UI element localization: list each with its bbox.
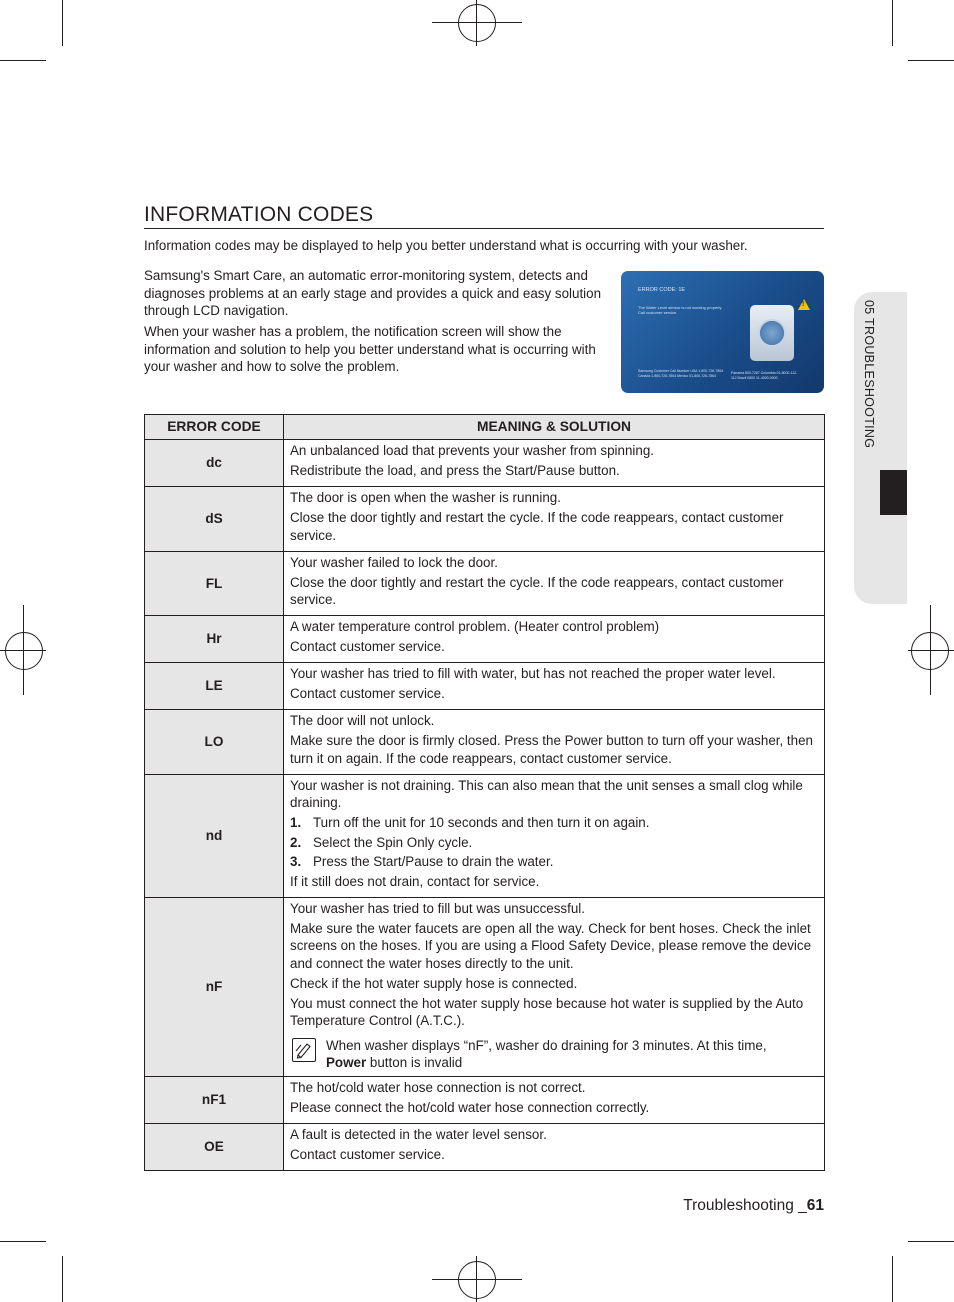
- meaning-line: Your washer has tried to fill with water, but has not reached the proper water level.: [290, 666, 776, 681]
- meaning-line: Your washer is not draining. This can also mean that the unit senses a small clog while draining.: [290, 777, 803, 810]
- steps-list: [290, 814, 816, 871]
- meaning-cell: [284, 551, 825, 616]
- table-row: [145, 710, 825, 775]
- table-row: [145, 616, 825, 663]
- table-row: [145, 774, 825, 897]
- error-code: nd: [145, 774, 284, 897]
- step-number: 3.: [290, 854, 302, 869]
- intro-text: Information codes may be displayed to help you better understand what is occurring with your washer.: [144, 238, 748, 253]
- error-code: LE: [145, 663, 284, 710]
- crop-mark: [908, 1241, 954, 1242]
- meaning-line: Your washer failed to lock the door.: [290, 554, 498, 570]
- meaning-line: An unbalanced load that prevents your washer from spinning.: [290, 443, 654, 458]
- crop-mark: [0, 60, 46, 61]
- registration-mark-line: [476, 0, 477, 46]
- table-row: [145, 1076, 825, 1123]
- step-item: [290, 853, 816, 871]
- solution-line: Please connect the hot/cold water hose connection correctly.: [290, 1099, 650, 1115]
- note-text-end: button is invalid: [366, 1055, 463, 1070]
- note-bold-word: Power: [326, 1055, 367, 1070]
- side-tab-text: 05 TROUBLESHOOTING: [862, 300, 876, 449]
- lcd-screen-image: [621, 271, 824, 393]
- solution-line: Make sure the door is firmly closed. Press the Power button to turn off your washer, then turn it on again. If the code reappears, contact customer service.: [290, 733, 813, 766]
- solution-line: Check if the hot water supply hose is connected.: [290, 975, 578, 991]
- crop-mark: [62, 0, 63, 46]
- meaning-cell: [284, 1076, 825, 1123]
- meaning-line: A fault is detected in the water level sensor.: [290, 1126, 547, 1142]
- step-item: [290, 814, 816, 832]
- meaning-cell: [284, 774, 825, 897]
- section-title: INFORMATION CODES: [144, 203, 824, 229]
- screen-contacts-left: Samsung Customer Call Number USA 1-800-726-7864 Canada 1-800-726-7864 Mexico 01-800-726-7864: [638, 369, 724, 378]
- warning-icon: !: [798, 299, 810, 310]
- step-text: Turn off the unit for 10 seconds and then turn it on again.: [313, 815, 650, 830]
- meaning-cell: [284, 487, 825, 552]
- screen-error-title: ERROR CODE: 1E: [638, 287, 686, 293]
- solution-line: You must connect the hot water supply hose because hot water is supplied by the Auto Temperature Control (A.T.C.).: [290, 995, 804, 1028]
- page-number: 61: [806, 1197, 824, 1214]
- solution-line: Make sure the water faucets are open all the way. Check for bent hoses. Check the inlet screens on the hoses. If you are using a Flood Safety Device, please remove the device and connect the water hoses directly to the unit.: [290, 920, 812, 971]
- note-text-start: When washer displays “nF”, washer do draining for 3 minutes. At this time,: [326, 1037, 767, 1053]
- registration-mark-line: [432, 22, 522, 23]
- table-row: [145, 663, 825, 710]
- meaning-cell: [284, 1123, 825, 1170]
- notification-paragraph: When your washer has a problem, the notification screen will show the information and solution to help you better understand what is occurring with your washer and how to solve the problem.: [144, 324, 596, 374]
- meaning-cell: [284, 710, 825, 775]
- washer-icon: [750, 305, 794, 361]
- page-footer: [683, 1197, 824, 1215]
- crop-mark: [62, 1256, 63, 1302]
- meaning-cell: [284, 897, 825, 1076]
- side-tab-marker: [880, 470, 907, 515]
- error-code: LO: [145, 710, 284, 775]
- step-item: [290, 834, 816, 852]
- step-text: Select the Spin Only cycle.: [313, 834, 473, 850]
- crop-mark: [908, 60, 954, 61]
- column-header-meaning: MEANING & SOLUTION: [284, 415, 825, 440]
- column-header-error-code: ERROR CODE: [145, 415, 284, 440]
- meaning-cell: [284, 663, 825, 710]
- crop-mark: [892, 0, 893, 46]
- registration-mark: [5, 632, 43, 670]
- error-code: nF: [145, 897, 284, 1076]
- registration-mark-line: [432, 1279, 522, 1280]
- table-row: [145, 1123, 825, 1170]
- solution-line: Redistribute the load, and press the Start/Pause button.: [290, 463, 620, 478]
- screen-message: The Water Level sensor is not working properly. Call customer service.: [638, 305, 723, 315]
- solution-line: Contact customer service.: [290, 1146, 445, 1162]
- crop-mark: [892, 1256, 893, 1302]
- side-tab-label: [856, 300, 882, 500]
- note-text: [326, 1037, 767, 1072]
- error-code: Hr: [145, 616, 284, 663]
- meaning-line: Your washer has tried to fill but was unsuccessful.: [290, 900, 585, 916]
- step-number: 2.: [290, 834, 302, 850]
- error-code: dc: [145, 440, 284, 487]
- meaning-line: The hot/cold water hose connection is not correct.: [290, 1079, 586, 1095]
- crop-mark: [0, 1241, 46, 1242]
- error-code-table: [144, 414, 825, 1171]
- meaning-line: The door will not unlock.: [290, 713, 435, 728]
- table-row: [145, 487, 825, 552]
- table-header-row: [145, 415, 825, 440]
- meaning-cell: [284, 616, 825, 663]
- registration-mark-line: [908, 650, 954, 651]
- registration-mark-line: [476, 1256, 477, 1302]
- error-code: dS: [145, 487, 284, 552]
- smart-care-paragraph: Samsung's Smart Care, an automatic error-monitoring system, detects and diagnoses problems at an early stage and provides a quick and easy solution through LCD navigation.: [144, 268, 602, 318]
- solution-line: Contact customer service.: [290, 686, 445, 701]
- registration-mark: [458, 4, 496, 42]
- table-row: [145, 897, 825, 1076]
- meaning-line: A water temperature control problem. (Heater control problem): [290, 619, 660, 634]
- registration-mark-line: [930, 605, 931, 695]
- registration-mark-line: [23, 605, 24, 695]
- screen-contacts-right: Panama 800-7267 Colombia 01-8000-112-112 Brazil 0800 11-4000-0000: [731, 371, 798, 380]
- meaning-cell: [284, 440, 825, 487]
- note-pencil-icon: [292, 1038, 316, 1062]
- meaning-line: The door is open when the washer is running.: [290, 490, 561, 505]
- solution-line: Contact customer service.: [290, 639, 445, 654]
- error-code: OE: [145, 1123, 284, 1170]
- note-block: [290, 1037, 816, 1072]
- solution-line: If it still does not drain, contact for service.: [290, 873, 540, 889]
- solution-line: Close the door tightly and restart the cycle. If the code reappears, contact customer service.: [290, 510, 784, 543]
- table-row: [145, 440, 825, 487]
- registration-mark: [458, 1261, 496, 1299]
- error-code: nF1: [145, 1076, 284, 1123]
- step-number: 1.: [290, 815, 302, 830]
- error-code: FL: [145, 551, 284, 616]
- table-row: [145, 551, 825, 616]
- step-text: Press the Start/Pause to drain the water.: [313, 854, 554, 869]
- solution-line: Close the door tightly and restart the cycle. If the code reappears, contact customer service.: [290, 574, 784, 607]
- footer-label: Troubleshooting _: [683, 1197, 807, 1214]
